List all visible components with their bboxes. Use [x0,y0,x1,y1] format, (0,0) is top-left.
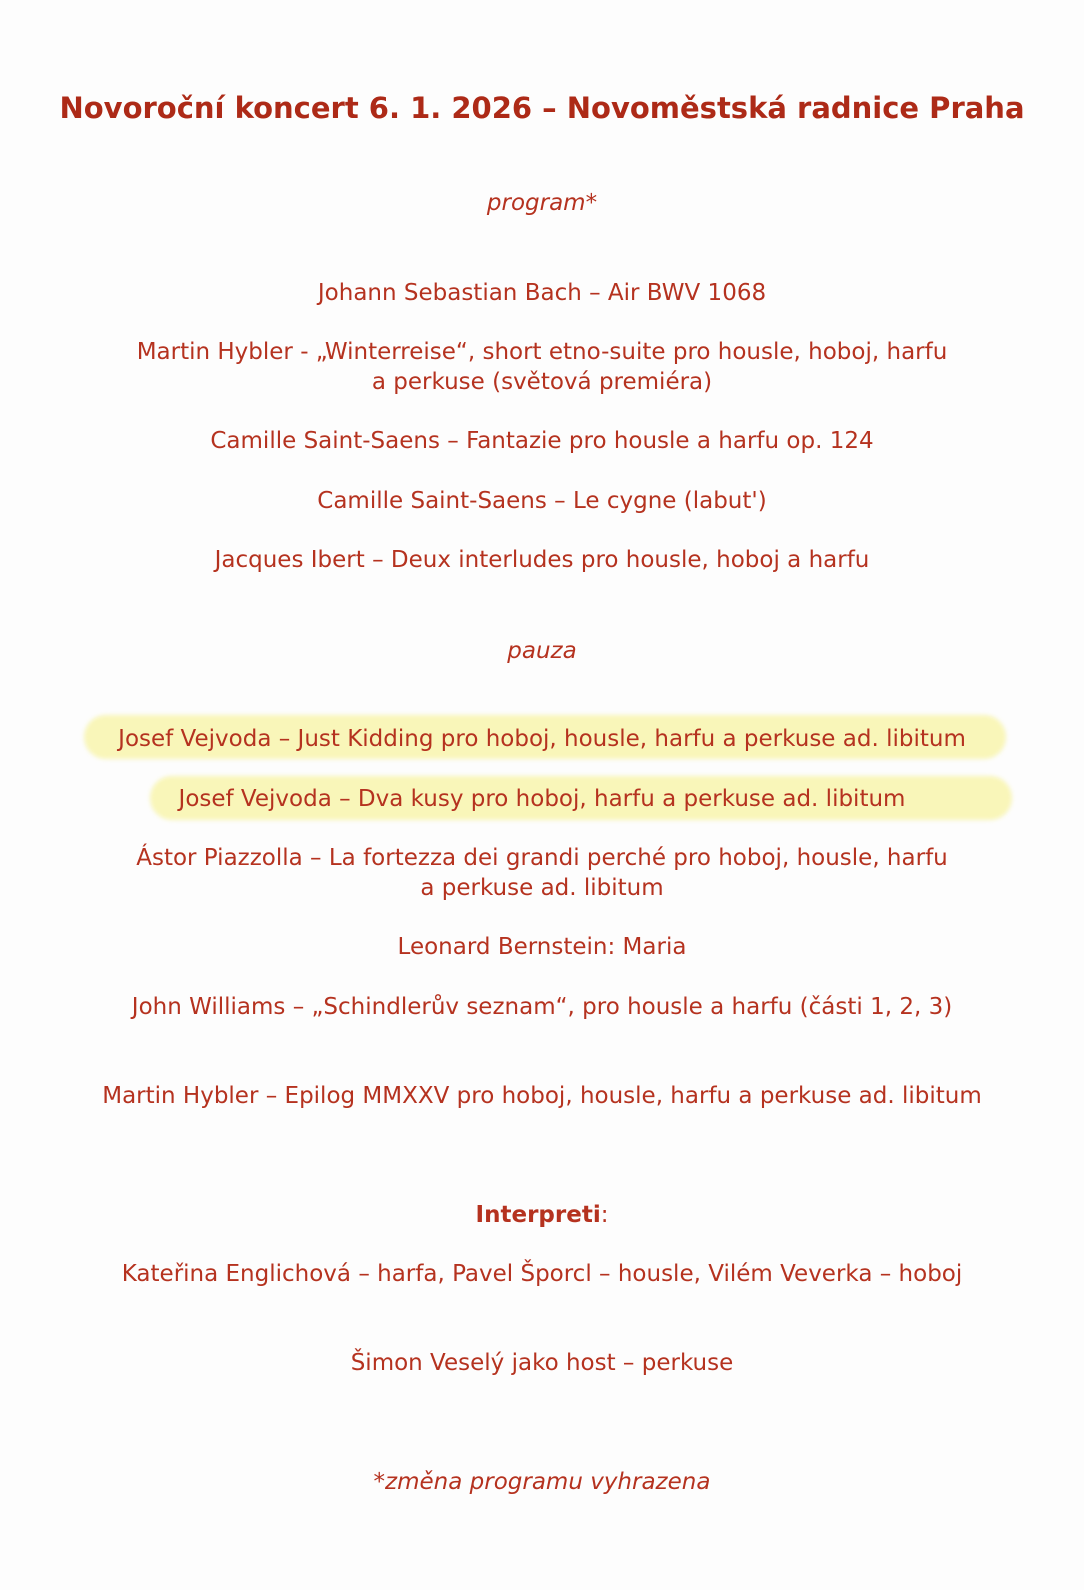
program-item-continued: a perkuse ad. libitum [420,875,664,901]
pause-label: pauza [507,638,577,664]
guest-performer: Šimon Veselý jako host – perkuse [350,1350,734,1376]
program-item: Martin Hybler – Epilog MMXXV pro hoboj, housle, harfu a perkuse ad. libitum [102,1083,982,1109]
program-item: Camille Saint-Saens – Fantazie pro housle a harfu op. 124 [210,428,874,454]
program-label: program* [486,190,598,216]
performers-heading [40,1200,1044,1230]
program-item-continued: a perkuse (světová premiéra) [371,369,713,395]
program-item: John Williams – „Schindlerův seznam“, pro housle a harfu (části 1, 2, 3) [131,994,953,1020]
performers-label: Interpreti [475,1202,601,1228]
program-footnote: *změna programu vyhrazena [373,1469,711,1495]
program-item: Josef Vejvoda – Just Kidding pro hoboj, housle, harfu a perkuse ad. libitum [118,726,966,752]
concert-title: Novoroční koncert 6. 1. 2026 – Novoměstská radnice Praha [59,91,1025,125]
performers-list: Kateřina Englichová – harfa, Pavel Šporcl – housle, Vilém Veverka – hoboj [121,1261,963,1287]
program-item: Josef Vejvoda – Dva kusy pro hoboj, harfu a perkuse ad. libitum [178,786,906,812]
program-item: Martin Hybler - „Winterreise“, short etno-suite pro housle, hoboj, harfu [136,339,948,365]
program-item: Leonard Bernstein: Maria [397,934,687,960]
program-item: Johann Sebastian Bach – Air BWV 1068 [317,280,767,306]
program-item: Jacques Ibert – Deux interludes pro housle, hoboj a harfu [214,547,870,573]
performers-label-colon: : [600,1202,609,1228]
program-item: Camille Saint-Saens – Le cygne (labut') [317,488,767,514]
program-item: Ástor Piazzolla – La fortezza dei grandi perché pro hoboj, housle, harfu [136,845,948,871]
